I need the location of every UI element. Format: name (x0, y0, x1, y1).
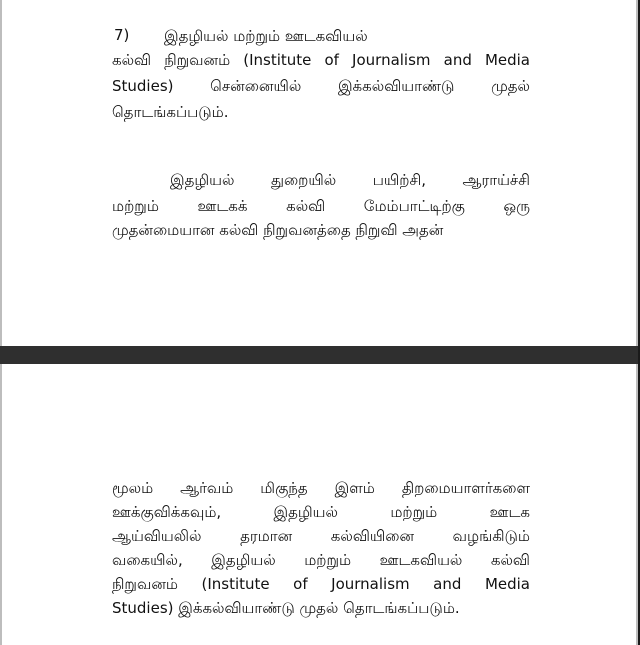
item-number: 7) (114, 26, 130, 44)
paragraph-line: கல்வி நிறுவனம் (Institute of Journalism and Media (112, 51, 530, 69)
paragraph-line: வகையில், இதழியல் மற்றும் ஊடகவியல் கல்வி (112, 551, 530, 569)
paragraph-line: தொடங்கப்படும். (112, 103, 229, 121)
paragraph-line: நிறுவனம் (Institute of Journalism and Media (112, 575, 530, 593)
heading-line: இதழியல் மற்றும் ஊடகவியல் (164, 27, 368, 45)
paragraph-line: மற்றும் ஊடகக் கல்வி மேம்பாட்டிற்கு ஒரு (112, 197, 530, 215)
paragraph-line: இதழியல் துறையில் பயிற்சி, ஆராய்ச்சி (170, 171, 530, 189)
paragraph-line: மூலம் ஆர்வம் மிகுந்த இளம் திறமையாளர்களை (112, 479, 530, 497)
paragraph-line: Studies) இக்கல்வியாண்டு முதல் தொடங்கப்படும். (112, 599, 460, 617)
paragraph-line: ஆய்வியலில் தரமான கல்வியினை வழங்கிடும் (112, 527, 530, 545)
paragraph-line: Studies) சென்னையில் இக்கல்வியாண்டு முதல் (112, 77, 530, 95)
page-separator (0, 346, 640, 364)
document-page-bottom (0, 364, 638, 645)
paragraph-line: முதன்மையான கல்வி நிறுவனத்தை நிறுவி அதன் (112, 221, 444, 239)
paragraph-line: ஊக்குவிக்கவும், இதழியல் மற்றும் ஊடக (112, 503, 530, 521)
